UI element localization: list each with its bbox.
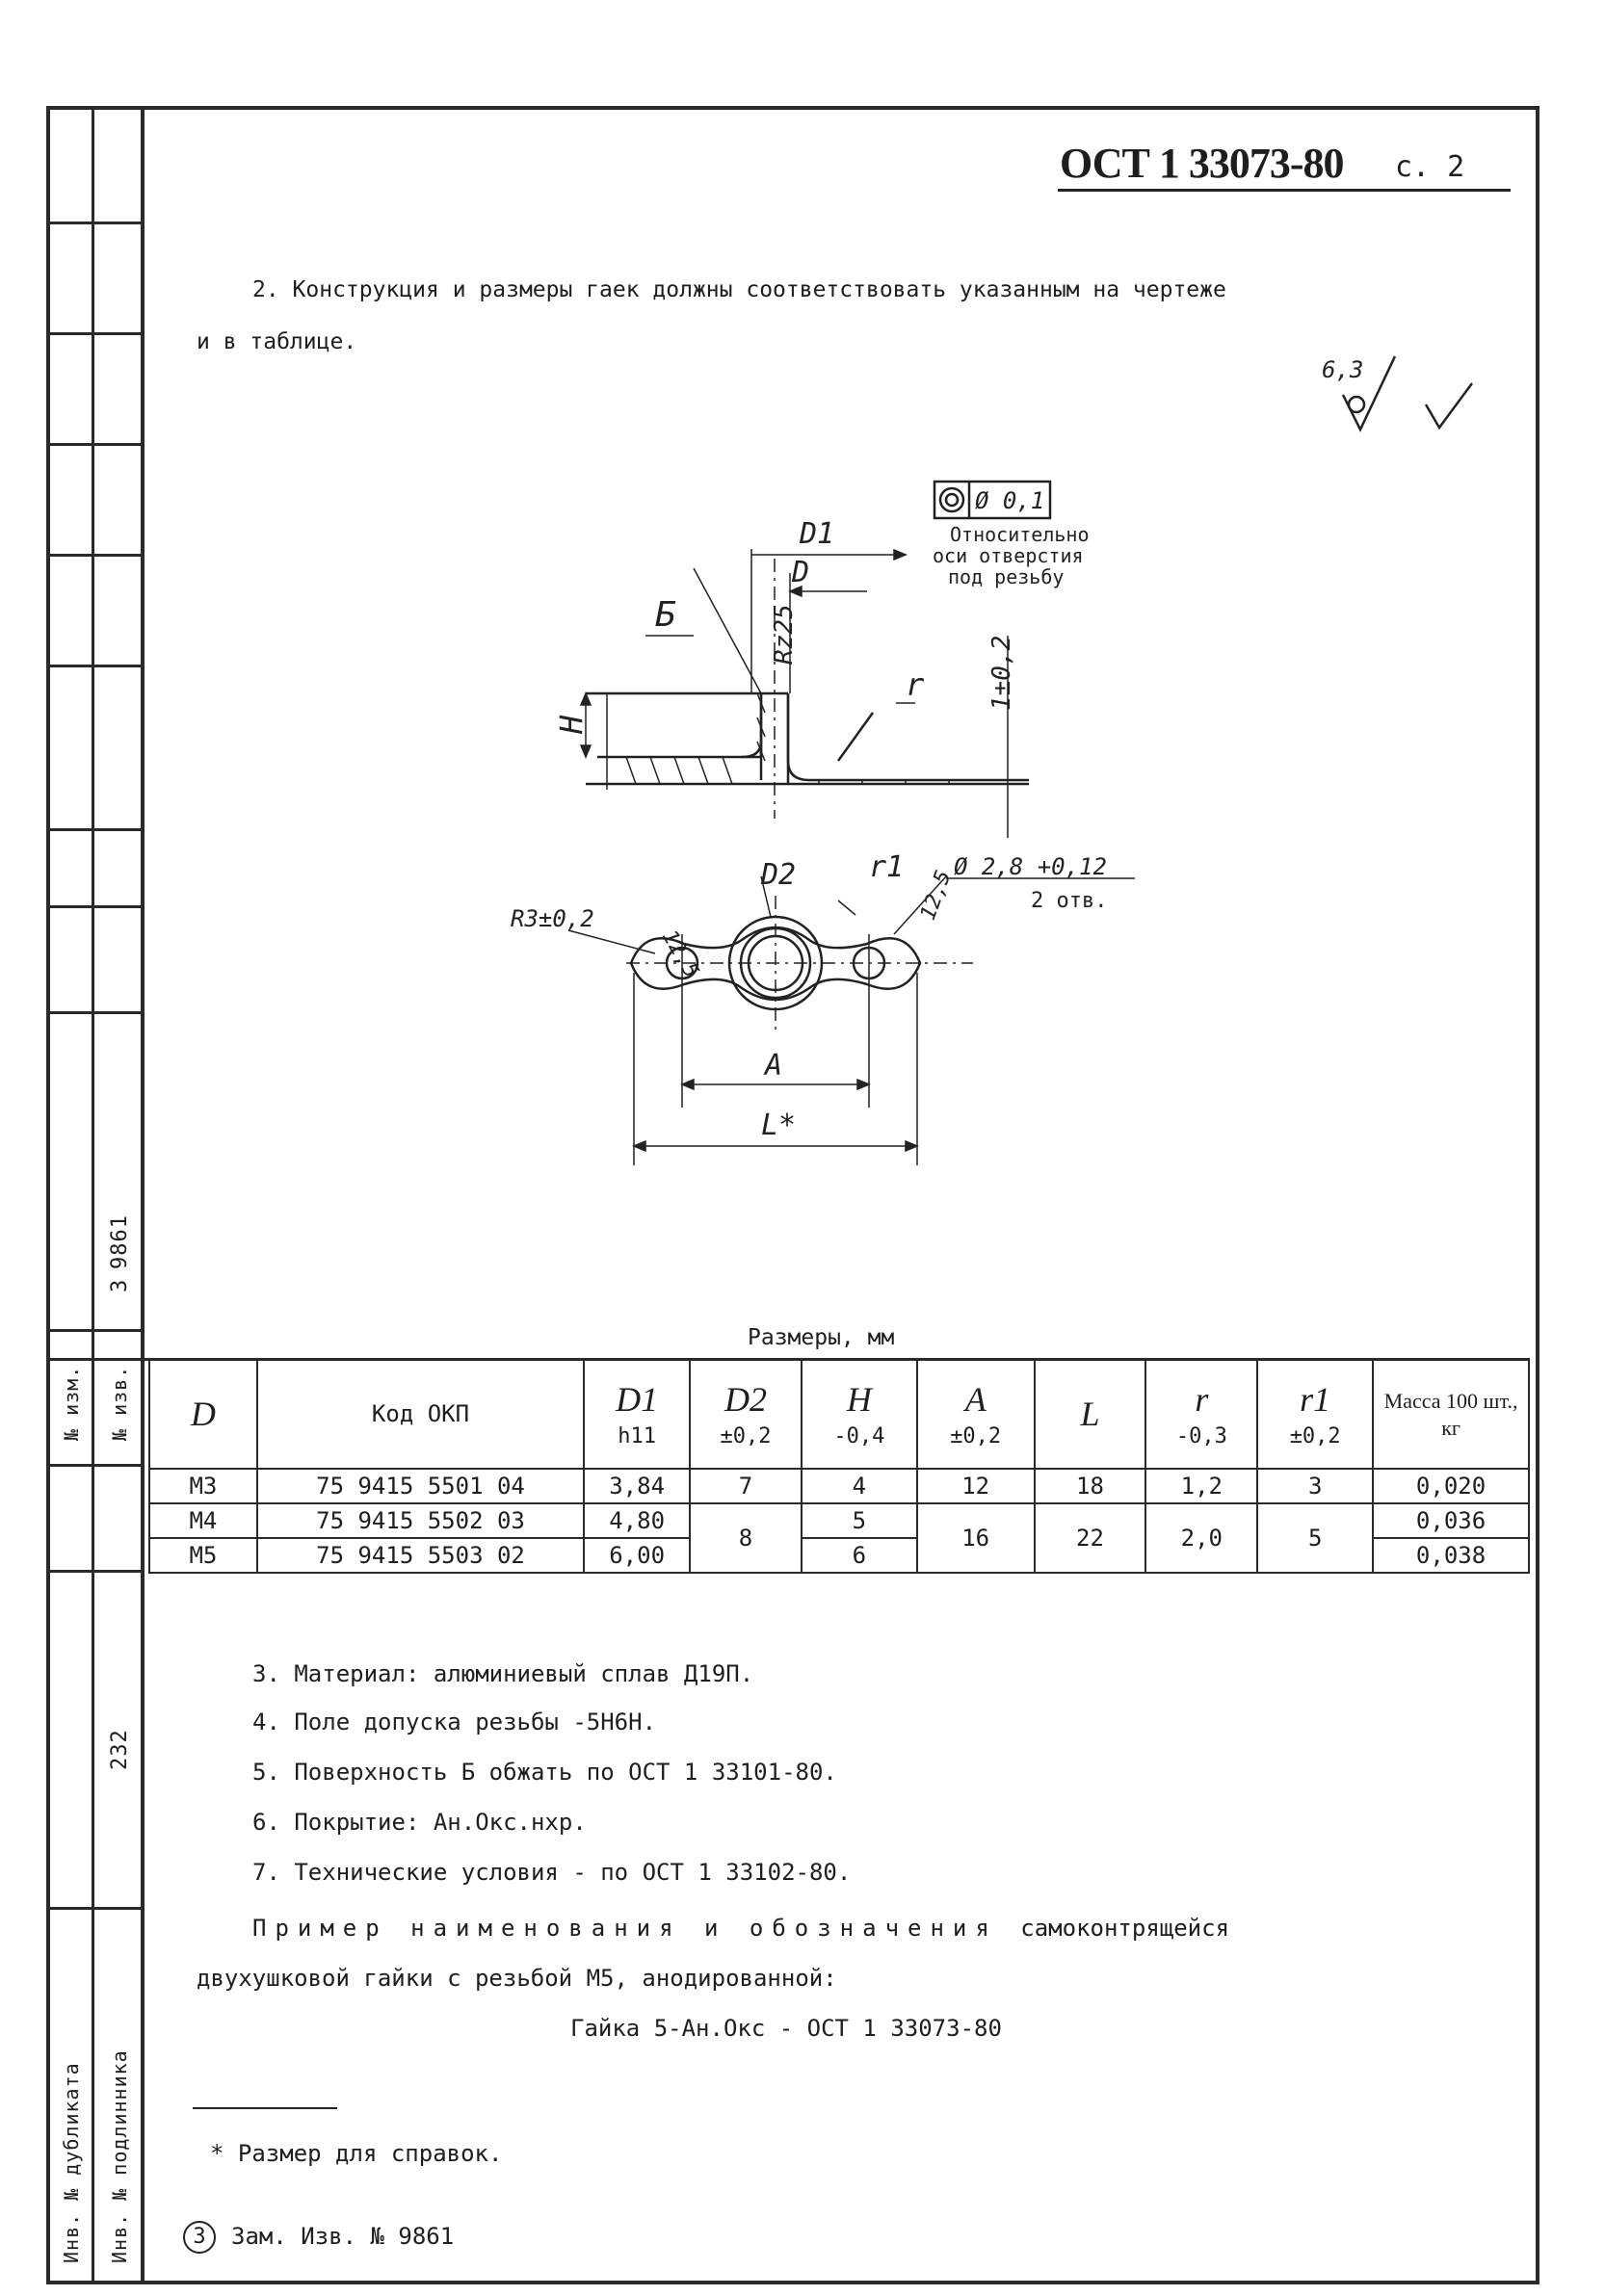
note-6: 6. Покрытие: Ан.Окс.нхр. bbox=[252, 1809, 587, 1836]
cell-r: 2,0 bbox=[1145, 1503, 1257, 1573]
label-l: L* bbox=[761, 1109, 797, 1142]
side-label-original: Инв. № подлинника bbox=[108, 2049, 131, 2263]
side-change-number: 3 bbox=[108, 1278, 132, 1292]
example-title bbox=[252, 1915, 1229, 1942]
footnote-rule bbox=[193, 2107, 337, 2109]
dimension-l bbox=[634, 1141, 917, 1151]
label-rough-right: 12,5 bbox=[915, 867, 957, 924]
header-h: H -0,4 bbox=[802, 1359, 917, 1469]
cell-h: 4 bbox=[802, 1469, 917, 1503]
side-ref-number: 232 bbox=[108, 1729, 132, 1770]
cell-r1: 5 bbox=[1257, 1503, 1373, 1573]
header-l: L bbox=[1035, 1359, 1146, 1469]
intro-line-2: и в таблице. bbox=[197, 329, 357, 354]
label-h: H bbox=[553, 715, 590, 734]
label-thickness: 1±0,2 bbox=[987, 635, 1016, 711]
example-line-2: двухушковой гайки с резьбой М5, анодированной: bbox=[197, 1965, 837, 1992]
side-divider bbox=[46, 1011, 145, 1014]
cell-d: М3 bbox=[149, 1469, 257, 1503]
label-rough-left: 12,5 bbox=[656, 926, 703, 982]
header-mass: Масса 100 шт., кг bbox=[1373, 1359, 1529, 1469]
tolerance-note-2: оси отверстия bbox=[933, 544, 1084, 567]
cell-okp: 75 9415 5501 04 bbox=[257, 1469, 584, 1503]
header-r: r -0,3 bbox=[1145, 1359, 1257, 1469]
cell-okp: 75 9415 5503 02 bbox=[257, 1538, 584, 1573]
cell-h: 6 bbox=[802, 1538, 917, 1573]
table-caption: Размеры, мм bbox=[748, 1325, 895, 1350]
cell-h: 5 bbox=[802, 1503, 917, 1538]
side-divider bbox=[46, 1329, 145, 1332]
footnote: * Размер для справок. bbox=[210, 2140, 503, 2167]
side-divider bbox=[46, 554, 145, 557]
example-title-spaced: Пример наименования и обозначения bbox=[252, 1915, 998, 1942]
cell-d: М5 bbox=[149, 1538, 257, 1573]
cell-d1: 4,80 bbox=[584, 1503, 690, 1538]
cell-d1: 6,00 bbox=[584, 1538, 690, 1573]
table-header-row bbox=[149, 1359, 1529, 1469]
label-r1: r1 bbox=[869, 850, 905, 884]
example-designation: Гайка 5-Ан.Окс - ОСТ 1 33073-80 bbox=[570, 2015, 1002, 2042]
side-divider bbox=[46, 828, 145, 831]
header-d2: D2 ±0,2 bbox=[690, 1359, 802, 1469]
cell-d: М4 bbox=[149, 1503, 257, 1538]
header-a: A ±0,2 bbox=[917, 1359, 1035, 1469]
cell-l: 22 bbox=[1035, 1503, 1146, 1573]
intro-line-1: 2. Конструкция и размеры гаек должны соответствовать указанным на чертеже bbox=[252, 277, 1226, 302]
roughness-symbol bbox=[1322, 356, 1472, 430]
note-4: 4. Поле допуска резьбы -5Н6Н. bbox=[252, 1709, 657, 1735]
note-3: 3. Материал: алюминиевый сплав Д19П. bbox=[252, 1660, 754, 1687]
header-d: D bbox=[149, 1359, 257, 1469]
label-hole-count: 2 отв. bbox=[1031, 889, 1108, 913]
cell-mass: 0,038 bbox=[1373, 1538, 1529, 1573]
cell-r1: 3 bbox=[1257, 1469, 1373, 1503]
note-7: 7. Технические условия - по ОСТ 1 33102-80. bbox=[252, 1859, 852, 1886]
cell-d2: 7 bbox=[690, 1469, 802, 1503]
section-view bbox=[586, 549, 1029, 838]
table-row bbox=[149, 1503, 1529, 1538]
label-rz: Rz25 bbox=[770, 604, 799, 665]
side-label-notice: № изв. bbox=[108, 1365, 131, 1441]
side-label-change: № изм. bbox=[60, 1365, 83, 1441]
label-hole: Ø 2,8 +0,12 bbox=[954, 853, 1107, 880]
label-r: r bbox=[906, 666, 925, 703]
cell-r: 1,2 bbox=[1145, 1469, 1257, 1503]
label-d: D bbox=[792, 556, 810, 589]
side-divider bbox=[46, 1570, 145, 1573]
standard-number: ОСТ 1 33073-80 bbox=[1060, 140, 1344, 187]
cell-a: 12 bbox=[917, 1469, 1035, 1503]
side-stamp-column-right bbox=[94, 106, 145, 2284]
header-okp: Код ОКП bbox=[257, 1359, 584, 1469]
header-r1: r1 ±0,2 bbox=[1257, 1359, 1373, 1469]
side-divider bbox=[46, 905, 145, 908]
side-notice-number: 9861 bbox=[108, 1214, 132, 1269]
cell-okp: 75 9415 5502 03 bbox=[257, 1503, 584, 1538]
side-stamp-column-left bbox=[46, 106, 94, 2284]
cell-a: 16 bbox=[917, 1503, 1035, 1573]
technical-drawing bbox=[145, 337, 1532, 1252]
dimensions-table bbox=[148, 1358, 1530, 1574]
side-divider bbox=[46, 1464, 145, 1467]
example-title-tail: самоконтрящейся bbox=[1020, 1915, 1230, 1942]
label-r3: R3±0,2 bbox=[511, 905, 594, 932]
header-underline bbox=[1058, 189, 1511, 192]
change-number-circle: 3 bbox=[183, 2221, 216, 2254]
side-divider bbox=[46, 332, 145, 335]
side-divider bbox=[46, 665, 145, 667]
change-notice: Зам. Изв. № 9861 bbox=[231, 2223, 455, 2250]
cell-mass: 0,020 bbox=[1373, 1469, 1529, 1503]
label-b: Б bbox=[655, 595, 676, 635]
roughness-value: 6,3 bbox=[1322, 356, 1364, 383]
page-number: с. 2 bbox=[1395, 150, 1465, 184]
side-divider bbox=[46, 443, 145, 446]
header-d1: D1 h11 bbox=[584, 1359, 690, 1469]
cell-d1: 3,84 bbox=[584, 1469, 690, 1503]
label-d1: D1 bbox=[800, 517, 835, 551]
side-divider bbox=[46, 222, 145, 224]
side-divider bbox=[46, 1907, 145, 1910]
note-5: 5. Поверхность Б обжать по ОСТ 1 33101-80. bbox=[252, 1759, 837, 1786]
cell-l: 18 bbox=[1035, 1469, 1146, 1503]
cell-d2: 8 bbox=[690, 1503, 802, 1573]
table-row bbox=[149, 1469, 1529, 1503]
label-d2: D2 bbox=[761, 858, 797, 892]
dimension-d1 bbox=[751, 550, 906, 560]
cell-mass: 0,036 bbox=[1373, 1503, 1529, 1538]
tolerance-note-1: Относительно bbox=[950, 523, 1090, 546]
label-a: A bbox=[765, 1049, 783, 1083]
tolerance-value: Ø 0,1 bbox=[975, 487, 1045, 514]
tolerance-note-3: под резьбу bbox=[948, 565, 1065, 588]
side-label-duplicate: Инв. № дубликата bbox=[60, 2062, 83, 2263]
